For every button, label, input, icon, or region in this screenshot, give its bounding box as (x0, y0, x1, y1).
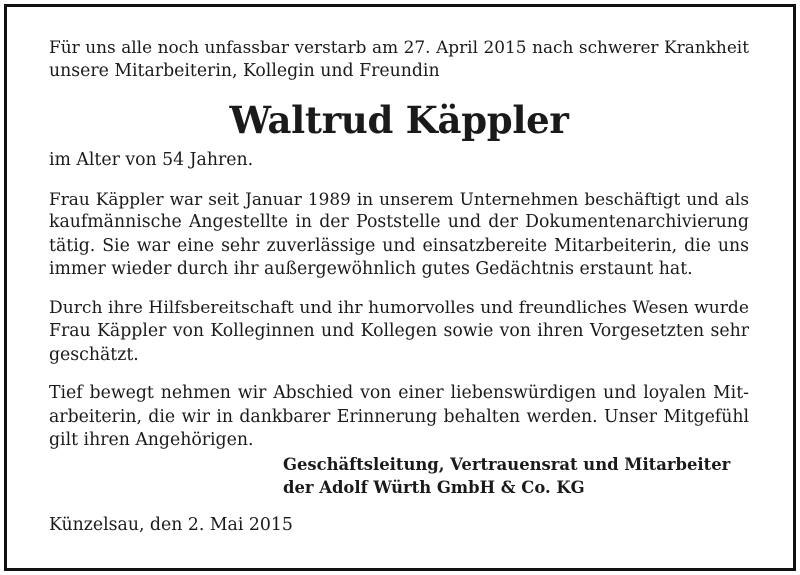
paragraph-farewell (49, 382, 749, 453)
paragraph-line: Frau Käppler von Kolleginnen und Kollegen sowie von ihren Vorgesetzten sehr (49, 321, 749, 341)
paragraph-character (49, 297, 749, 368)
intro-text (49, 36, 749, 83)
paragraph-line: arbeiterin, die wir in dankbarer Erinnerung behalten werden. Unser Mitgefühl (49, 406, 749, 427)
signature-line: der Adolf Würth GmbH & Co. KG (283, 478, 585, 497)
intro-line: unsere Mitarbeiterin, Kollegin und Freundin (49, 60, 440, 81)
paragraph-line: tätig. Sie war eine sehr zuverlässige und einsatzbereite Mitarbeiterin, die uns (49, 235, 749, 256)
signature-block (283, 453, 749, 500)
paragraph-employment (49, 188, 749, 282)
paragraph-line: Tief bewegt nehmen wir Abschied von einer liebenswürdigen und loyalen Mit- (49, 383, 749, 403)
paragraph-line: Durch ihre Hilfsbereitschaft und ihr humorvolles und freundliches Wesen wurde (49, 297, 749, 318)
paragraph-line: gilt ihren Angehörigen. (49, 430, 254, 450)
paragraph-line: geschätzt. (49, 344, 139, 365)
obituary-notice (49, 36, 749, 537)
paragraph-line: Frau Käppler war seit Januar 1989 in unserem Unternehmen beschäftigt und als (49, 188, 749, 209)
deceased-name: Waltrud Käppler (229, 98, 569, 142)
paragraph-line: immer wieder durch ihr außergewöhnlich gutes Gedächtnis erstaunt hat. (49, 259, 693, 279)
place-date: Künzelsau, den 2. Mai 2015 (49, 514, 293, 535)
paragraph-line: kaufmännische Angestellte in der Poststelle und der Dokumentenarchivierung (49, 212, 749, 232)
intro-line: Für uns alle noch unfassbar verstarb am 27. April 2015 nach schwerer Krankheit (49, 37, 749, 57)
age-line: im Alter von 54 Jahren. (49, 150, 254, 170)
signature-line: Geschäftsleitung, Vertrauensrat und Mitarbeiter (283, 454, 731, 474)
